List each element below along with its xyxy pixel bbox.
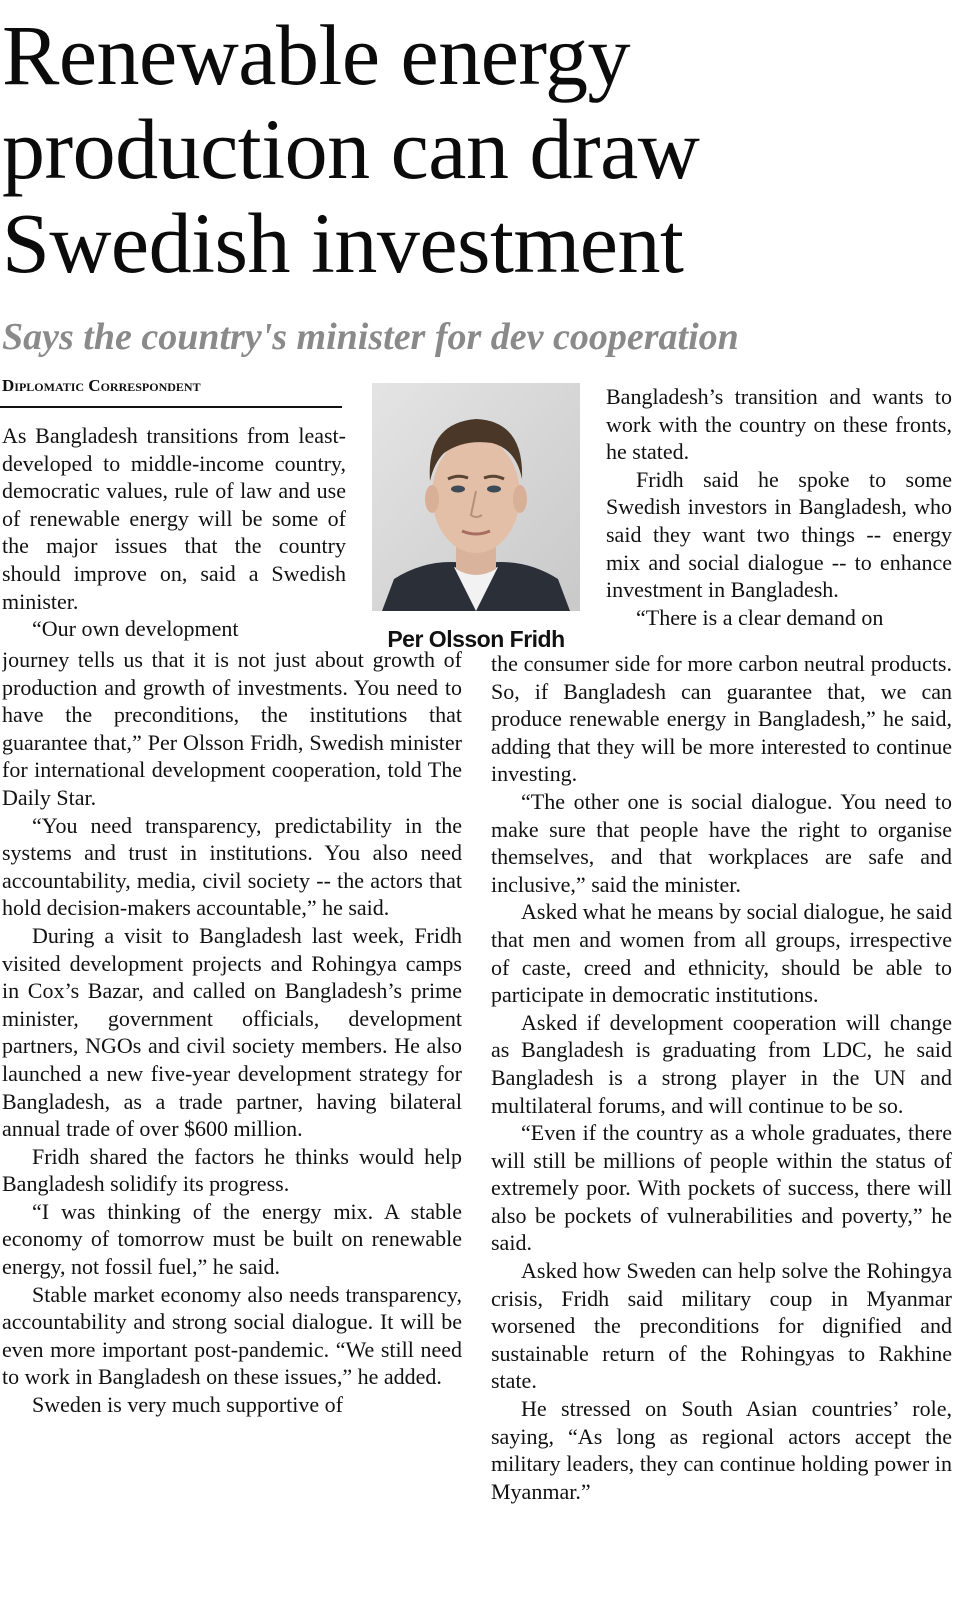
article-column-1-bottom	[2, 646, 462, 1608]
article-column-1-top	[2, 422, 346, 646]
portrait-illustration	[372, 383, 580, 611]
portrait-photo	[372, 383, 580, 611]
paragraph: the consumer side for more carbon neutral products. So, if Bangladesh can guarantee that, we can produce renewable energy in Bangladesh,” he said, adding that they will be more interested to continue investing.	[491, 651, 952, 787]
paragraph: As Bangladesh transitions from least-developed to middle-income country, democratic values, rule of law and use of renewable energy will be some of the major issues that the country should improve on, said a Swedish minister.	[2, 423, 346, 614]
paragraph: “Our own development	[32, 616, 239, 642]
paragraph: Bangladesh’s transition and wants to work with the country on these fronts, he stated.	[606, 384, 952, 465]
headline-line-1: Renewable energy	[2, 7, 630, 103]
paragraph: Stable market economy also needs transparency, accountability and strong social dialogue. It will be even more important post-pandemic. “We still need to work in Bangladesh on these issues,” he added.	[2, 1281, 462, 1390]
byline: Diplomatic Correspondent	[2, 376, 201, 395]
paragraph: Fridh shared the factors he thinks would help Bangladesh solidify its progress.	[2, 1143, 462, 1197]
headline-line-3: Swedish investment	[2, 195, 684, 291]
article-column-2-bottom	[491, 650, 952, 1608]
photo-caption: Per Olsson Fridh	[387, 626, 565, 652]
paragraph: “Even if the country as a whole graduates, there will still be millions of people within the status of extremely poor. With pockets of success, there will also be pockets of vulnerabilities and poverty,” he said.	[491, 1120, 952, 1256]
paragraph: During a visit to Bangladesh last week, Fridh visited development projects and Rohingya camps in Cox’s Bazar, and called on Bangladesh’s prime minister, government officials, development partners, NGOs and civil society members. He also launched a new five-year development strategy for Bangladesh, as a trade partner, having bilateral annual trade of over $600 million.	[2, 922, 462, 1142]
paragraph: “There is a clear demand on	[636, 604, 884, 630]
paragraph: He stressed on South Asian countries’ role, saying, “As long as regional actors accept the military leaders, they can continue holding power in Myanmar.”	[491, 1396, 952, 1504]
paragraph: “The other one is social dialogue. You need to make sure that people have the right to organise themselves, and that workplaces are safe and inclusive,” said the minister.	[491, 788, 952, 897]
paragraph: Asked what he means by social dialogue, he said that men and women from all groups, irrespective of caste, creed and ethnicity, should be able to participate in democratic institutions.	[491, 899, 952, 1008]
paragraph: “I was thinking of the energy mix. A stable economy of tomorrow must be built on renewable energy, not fossil fuel,” he said.	[2, 1198, 462, 1280]
subheadline: Says the country's minister for dev cooperation	[2, 316, 739, 358]
paragraph: Asked how Sweden can help solve the Rohingya crisis, Fridh said military coup in Myanmar worsened the preconditions for dignified and sustainable return of the Rohingyas to Rakhine state.	[491, 1258, 952, 1394]
paragraph: Sweden is very much supportive of	[32, 1392, 343, 1418]
paragraph: “You need transparency, predictability in the systems and trust in institutions. You also need accountability, media, civil society -- the actors that hold decision-makers accountable,” he said.	[2, 812, 462, 921]
paragraph: Asked if development cooperation will change as Bangladesh is graduating from LDC, he said Bangladesh is a strong player in the UN and multilateral forums, and will continue to be so.	[491, 1009, 952, 1118]
headline-line-2: production can draw	[2, 101, 700, 197]
paragraph: journey tells us that it is not just about growth of production and growth of investments. You need to have the preconditions, the institutions that guarantee that,” Per Olsson Fridh, Swedish minister for international development cooperation, told The Daily Star.	[2, 647, 462, 810]
headline	[2, 8, 952, 290]
article-column-2-top	[606, 383, 952, 650]
byline-rule	[0, 406, 342, 408]
paragraph: Fridh said he spoke to some Swedish investors in Bangladesh, who said they want two things -- energy mix and social dialogue -- to enhance investment in Bangladesh.	[606, 466, 952, 603]
